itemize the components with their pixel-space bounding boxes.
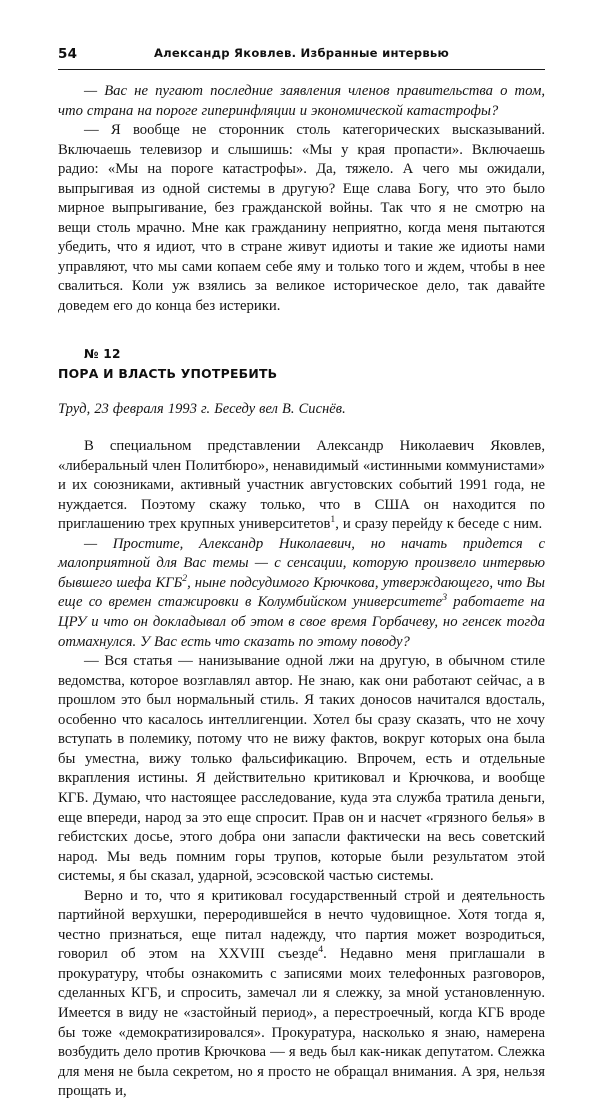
answer-3-part-a: Верно и то, что я критиковал государственный строй и деятельность партийной верхушки, переродившейся в нечто чудовищное. Хотя тогда я, честно признаться, еще питал надежду, что партия может возродиться, говорил об этом на XXVIII съезде [58, 887, 545, 963]
page-content [58, 46, 545, 1102]
section-title: ПОРА И ВЛАСТЬ УПОТРЕБИТЬ [58, 365, 278, 381]
interview-answer-3 [58, 887, 545, 1102]
question-2-part-a: — Простите, Александр Николаевич, но начать придется с малоприятной для Вас темы — с сенсации, которую произвело интервью бывшего шефа КГБ [58, 535, 545, 591]
intro-paragraph [58, 437, 545, 535]
question-2-part-b: , ныне подсудимого Крючкова, утверждающего, что Вы еще со времен стажировки в Колумбийском университете [58, 574, 545, 611]
footnote-ref-3: 3 [442, 592, 448, 604]
running-header [58, 46, 545, 66]
footnote-ref-2: 2 [182, 573, 188, 585]
header-rule [58, 69, 545, 70]
intro-text: В специальном представлении Александр Николаевич Яковлев, «либеральный член Политбюро», ненавидимый «истинными коммунистами» и их союзниками, активный участник августовских событий 1991 года, не нуждается. Поэтому скажу только, что в США он находится по приглашению трех крупных университетов [58, 438, 545, 533]
section-number: № 12 [84, 346, 121, 361]
section-source-line: Труд, 23 февраля 1993 г. Беседу вел В. Сиснёв. [58, 400, 346, 417]
footnote-ref-1: 1 [330, 514, 336, 526]
footnote-ref-4: 4 [318, 944, 324, 956]
section-heading-block [58, 347, 545, 381]
question-2-part-c: работаете на ЦРУ и что он докладывал об этом в свое время Горбачеву, но генсек тогда отмахнулся. У Вас есть что сказать по этому поводу? [58, 594, 546, 650]
page-number: 54 [58, 46, 78, 62]
running-title: Александр Яковлев. Избранные интервью [153, 46, 450, 60]
answer-3-part-b: . Недавно меня приглашали в прокуратуру, чтобы ознакомить с записями моих телефонных разговоров, сделанных КГБ, и спросить, замечал ли я слежку, за мной установленную. Имеется в виду не «застойный период», а перестроечный, когда КГБ вроде бы тоже «демократизировался». Прокуратура, насколько я знаю, намерена возбудить дело против Крючкова — я ведь был как-никак депутатом. Слежка для меня не была секретом, но я просто не обращал внимания. А зря, нельзя прощать и, [58, 946, 545, 1100]
intro-text-tail: , и сразу перейду к беседе с ним. [335, 516, 543, 533]
interview-question-2 [58, 535, 545, 652]
interview-answer-2: — Вся статья — нанизывание одной лжи на другую, в обычном стиле ведомства, которое возглавлял автор. Не знаю, как они работают сейчас, а в прошлом это был нормальный стиль. Я таких доносов начитался вдосталь, особенно что касалось интеллигенции. Хотел бы сразу сказать, что не хочу вступать в полемику, потому что не вижу фактов, вокруг которых она была бы уместна, вижу только фальсификацию. Впрочем, есть и отдельные вкрапления истины. Я действительно критиковал и Крючкова, и вообще КГБ. Думаю, что настоящее расследование, куда эта служба тратила деньги, еще впереди, народ за это еще спросит. Прав он и насчет «грязного белья» в гебистских досье, этого добра они запасли фактически на весь советский народ. Мы ведь помним горы трупов, которые были результатом этой системы, я бы сказал, ударной, эсэсовской частью системы. [58, 653, 545, 885]
interview-question-1: — Вас не пугают последние заявления членов правительства о том, что страна на пороге гиперинфляции и экономической катастрофы? [58, 83, 545, 119]
interview-answer-1: — Я вообще не сторонник столь категорических высказываний. Включаешь телевизор и слышишь: «Мы у края пропасти». Включаешь радио: «Мы на пороге катастрофы». Да, тяжело. А чего мы ожидали, выпрыгивая из одной системы в другую? Еще слава Богу, что это было мирное выпрыгивание, без гражданской войны. Так что я не смотрю на вещи столь мрачно. Мне как гражданину неприятно, когда меня пытаются убедить, что я идиот, что в стране живут идиоты и такие же идиоты нами управляют, что мы сами копаем себе яму и только того и ждем, чтобы в нее свалиться. Коли уж взялись за великое историческое дело, так давайте доведем его до конца без истерики. [58, 122, 545, 315]
